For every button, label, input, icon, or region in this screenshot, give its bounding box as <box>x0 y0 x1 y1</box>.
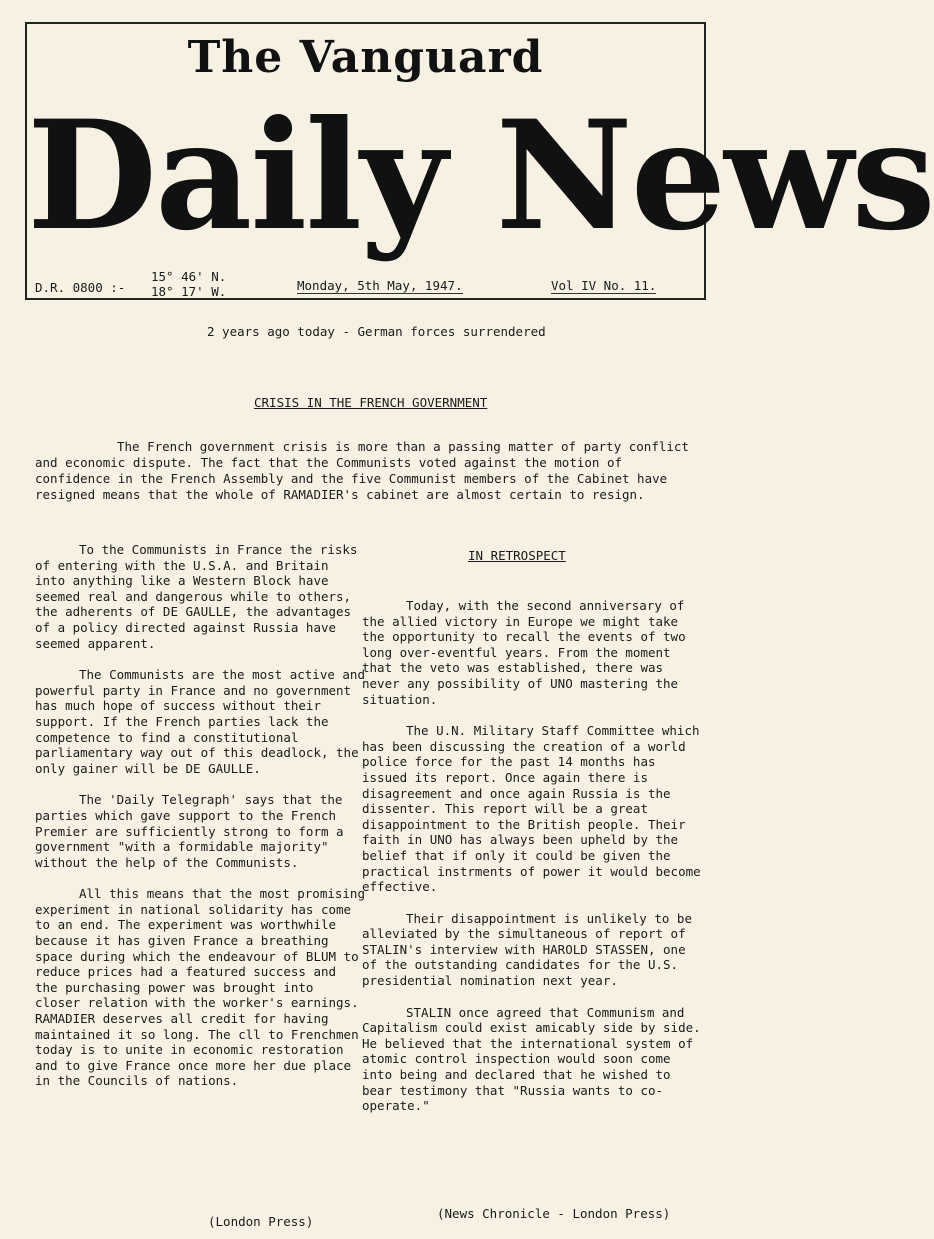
right-column <box>362 598 702 1130</box>
coordinates <box>151 269 226 299</box>
left-source: (London Press) <box>208 1214 314 1229</box>
left-column <box>35 542 365 1105</box>
masthead <box>25 22 934 300</box>
issue-date: Monday, 5th May, 1947. <box>297 278 463 293</box>
subhead: 2 years ago today - German forces surrendered <box>207 324 546 339</box>
masthead-title: Daily News <box>27 88 934 264</box>
right-paragraph: The U.N. Military Staff Committee which has been discussing the creation of a world police force for the past 14 months has issued its report. Once again there is disagreement and once again Russia is the dissenter. This report will be a great disappointment to the British people. Their faith in UNO has always been upheld by the belief that if only it could be given the practical instrments of power it would become effective. <box>362 723 701 895</box>
right-heading: IN RETROSPECT <box>468 548 566 563</box>
dead-reckoning: D.R. 0800 :- <box>35 280 126 295</box>
right-paragraph: STALIN once agreed that Communism and Capitalism could exist amicably side by side. He believed that the international system of atomic control inspection would soon come into being and declared that he wished to bear testimony that "Russia wants to co-operate." <box>362 1004 701 1114</box>
right-paragraph: Their disappointment is unlikely to be alleviated by the simultaneous of report of STALIN's interview with HAROLD STASSEN, one of the outstanding candidates for the U.S. presidential nomination next year. <box>362 910 692 989</box>
intro-paragraph: The French government crisis is more than a passing matter of party conflict and economic dispute. The fact that the Communists voted against the motion of confidence in the French Assembly and the five Communist members of the Cabinet have resigned means that the whole of RAMADIER's cabinet are almost certain to resign. <box>35 439 689 502</box>
right-source: (News Chronicle - London Press) <box>437 1206 671 1221</box>
left-paragraph: The Communists are the most active and powerful party in France and no government has much hope of success without their support. If the French parties lack the competence to find a constitutional parliamentary way out of this deadlock, the only gainer will be DE GAULLE. <box>35 667 365 776</box>
masthead-subtitle: The Vanguard <box>187 32 544 83</box>
longitude: 18° 17' W. <box>151 284 227 299</box>
volume-number: Vol IV No. 11. <box>551 278 657 293</box>
right-paragraph: Today, with the second anniversary of the allied victory in Europe we might take the opportunity to recall the events of two long over-eventful years. From the moment that the veto was established, there was never any possibility of UNO mastering the situation. <box>362 598 686 707</box>
left-paragraph: All this means that the most promising experiment in national solidarity has come to an end. The experiment was worthwhile because it has given France a breathing space during which the endeavour of BLUM to reduce prices had a featured success and the purchasing power was brought into closer relation with the worker's earnings. RAMADIER deserves all credit for having maintained it so long. The cll to Frenchmen today is to unite in economic restoration and to give France once more her due place in the Councils of nations. <box>35 886 365 1089</box>
headline: CRISIS IN THE FRENCH GOVERNMENT <box>254 395 488 410</box>
left-paragraph: The 'Daily Telegraph' says that the parties which gave support to the French Premier are sufficiently strong to form a government "with a formidable majority" without the help of the Communists. <box>35 792 344 870</box>
latitude: 15° 46' N. <box>151 269 227 284</box>
left-paragraph: To the Communists in France the risks of entering with the U.S.A. and Britain into anything like a Western Block have seemed real and dangerous while to others, the adherents of DE GAULLE, the advantages of a policy directed against Russia have seemed apparent. <box>35 542 358 651</box>
